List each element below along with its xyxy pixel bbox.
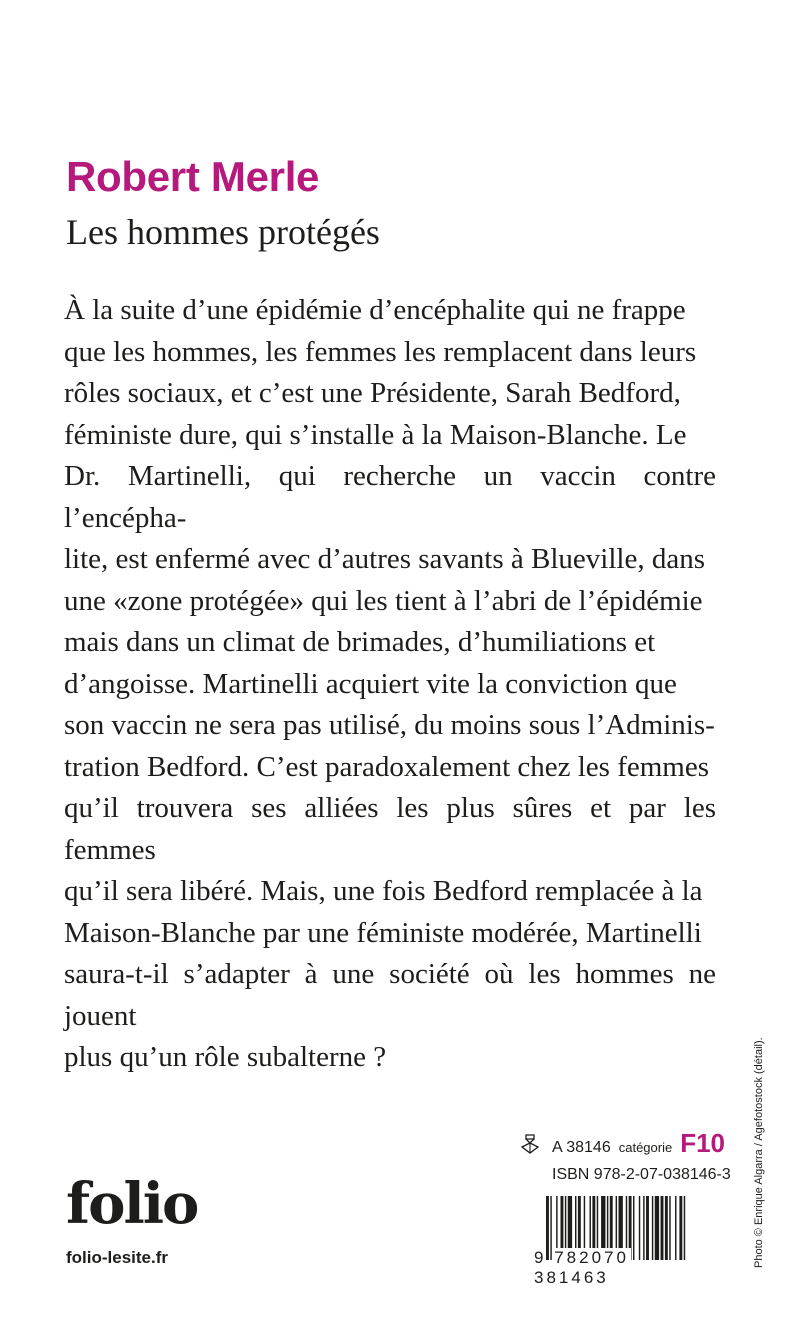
barcode-left-digits: 782070: [554, 1248, 629, 1267]
photo-credit: Photo © Enrique Algarra / Agefotostock (détail).: [753, 1037, 765, 1268]
barcode-right-digits: 381463: [534, 1268, 609, 1287]
summary-line: Dr. Martinelli, qui recherche un vaccin contre l’encépha-: [64, 460, 716, 534]
summary-line: tration Bedford. C’est paradoxalement chez les femmes: [64, 750, 710, 783]
summary-line: son vaccin ne sera pas utilisé, du moins sous l’Adminis-: [64, 709, 715, 741]
summary-line: Maison-Blanche par une féministe modérée, Martinelli: [64, 916, 702, 949]
category-label: catégorie: [618, 1140, 673, 1155]
barcode-first-digit: 9: [534, 1248, 544, 1267]
catalog-line: [520, 1128, 725, 1159]
summary-line: lite, est enfermé avec d’autres savants à Blueville, dans: [64, 543, 705, 575]
isbn: ISBN 978-2-07-038146-3: [552, 1166, 731, 1183]
summary-line: À la suite d’une épidémie d’encéphalite qui ne frappe: [64, 294, 686, 326]
summary-line: qu’il trouvera ses alliées les plus sûres et par les femmes: [64, 792, 716, 866]
book-title: Les hommes protégés: [66, 212, 380, 252]
summary-line: que les hommes, les femmes les remplacent dans leurs: [64, 335, 697, 368]
summary-line: rôles sociaux, et c’est une Présidente, Sarah Bedford,: [64, 377, 681, 409]
pen-nib-icon: [520, 1134, 540, 1154]
summary-line: une «zone protégée» qui les tient à l’abri de l’épidémie: [64, 584, 703, 617]
back-cover-summary: [64, 290, 716, 1079]
author-name: Robert Merle: [66, 153, 320, 200]
summary-line: saura-t-il s’adapter à une société où les hommes ne jouent: [64, 958, 716, 1032]
summary-line: féministe dure, qui s’installe à la Maison-Blanche. Le: [64, 418, 687, 451]
barcode-digits: [532, 1248, 722, 1288]
summary-line: d’angoisse. Martinelli acquiert vite la conviction que: [64, 667, 677, 700]
summary-line: qu’il sera libéré. Mais, une fois Bedford remplacée à la: [64, 875, 703, 907]
publisher-website: folio-lesite.fr: [66, 1248, 169, 1267]
catalog-number: A 38146: [552, 1139, 611, 1156]
category-code: F10: [680, 1128, 726, 1158]
folio-logo: folio: [66, 1171, 198, 1237]
summary-line: mais dans un climat de brimades, d’humiliations et: [64, 626, 656, 658]
summary-line: plus qu’un rôle subalterne ?: [64, 1041, 387, 1073]
